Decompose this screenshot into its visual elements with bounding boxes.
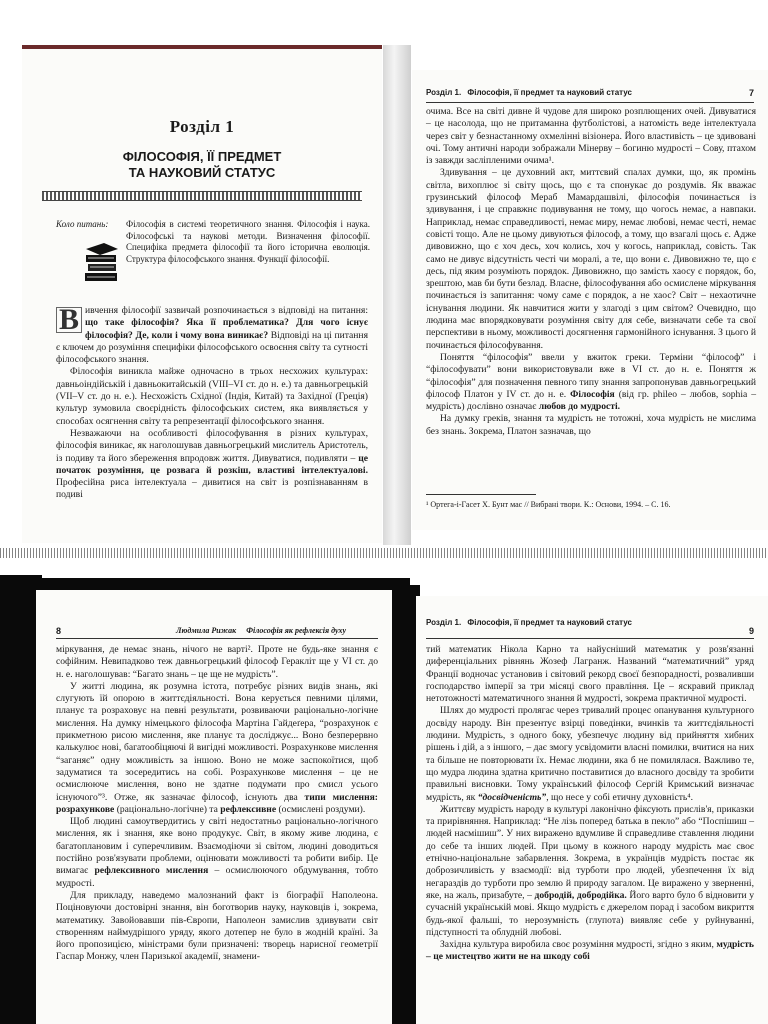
- scan-ruler: [0, 548, 768, 558]
- emphasis: типи мислення: розрахункове: [56, 791, 378, 815]
- text: У житті людина, як розумна істота, потребує різних видів знань, які слугують їй опорою в життєдіяльності. Вона керується певними цілями, планує та розраховує на певні результати, розвиваючи раціонально-логічне мислення. На думку німецького філософа Мартіна Гайдеґера, “розрахунок є прикметною рисою мислення, яке планує та досліджує... Воно безперервно калькулює нові, багатообіцяючі й вигідні можливості. Розрахункове мислення “заганяє” одну можливість за іншою. Воно не може заспокоїтися, щоб задуматися та зосередитись на собі. Розрахункове мислення – це не осмислююче мислення, воно не здатне подумати про смисл усього існуючого”³. Отже, як зазначає філософ, існують два: [56, 680, 378, 803]
- text: , що несе у собі етичну духовність⁴.: [546, 791, 694, 803]
- header-section: Розділ 1.: [426, 618, 462, 627]
- chapter-number: Розділ 1: [169, 117, 235, 136]
- page-7-body: [426, 106, 756, 438]
- chapter-title-line-1: ФІЛОСОФІЯ, ЇЇ ПРЕДМЕТ: [122, 149, 282, 164]
- footnote: ¹ Ортега-і-Гасет Х. Бунт мас // Вибрані твори. К.: Основи, 1994. – С. 16.: [426, 500, 671, 509]
- paragraph: На думку греків, знання та мудрість не тотожні, хоча мудрість не мислима без знань. Зокрема, Платон зазначав, що: [426, 413, 756, 437]
- page-chapter-opening: [22, 45, 382, 543]
- page-number: 7: [748, 88, 754, 98]
- paragraph: [426, 352, 756, 413]
- header-rule: [56, 638, 378, 639]
- running-header: [426, 88, 632, 97]
- text: Західна культура виробила своє розуміння мудрості, згідно з яким,: [440, 939, 714, 951]
- text: Відповіді на ці питання є ключем до розуміння специфіки філософського освоєння світу та сутності філософського знання.: [56, 329, 368, 366]
- paragraph: Здивування – це духовний акт, миттєвий спалах думки, що, як промінь світла, вихоплює зі світу щось, що є та спонукає до роздумів. Як вважає грузинський філософ Мераб Мамардашвілі, філософія починається із здивування, і це справжнє подивування не тому, що чогось немає, а навпаки. Наприклад, немає справедливості, немає миру, немає любові, немає честі, немає совісті тощо. Але не цьому дивуються філософ, а тому, що взагалі щось є. Адже дивовижно, що є хоч десь, хоч колись, хоч у когось, наприклад, совість. Так само не дивує відсутність честі чи моралі, а те, що вони є. Дивовижно те, що є десь, під яким розуміють порядок. Дивовижно, що замість хаосу є порядок, бо, зрештою, мав би бути безлад. Власне, філософування або осмислене міркування починається із запитання: чому саме є порядок, а не хаос? Світ – нехаотичне існування людини. Як навчитися жити у злагоді з цим світом? Очевидно, що людина має впорядковувати розуміння світу для себе, визначати себе та свої перспективи в ньому, можливості досягнення гармонійного існування. З цього й починається філософування.: [426, 167, 756, 351]
- paragraph: [56, 681, 378, 816]
- drop-cap: В: [56, 307, 82, 333]
- page-8-body: [56, 644, 378, 964]
- paragraph: [426, 804, 754, 939]
- emphasis: рефлексивне: [220, 803, 277, 815]
- chapter-title: [22, 149, 382, 181]
- text: – осмислюючого обдумування, тобто мудрості.: [56, 865, 378, 889]
- footnote-rule: [426, 494, 536, 495]
- emphasis: рефлексивного мислення: [94, 865, 209, 877]
- term: Філософія: [570, 388, 615, 400]
- books-icon: [82, 241, 122, 285]
- paragraph: [56, 305, 368, 366]
- text: Шлях до мудрості пролягає через тривалий процес опанування культурного досвіду народу. Він презентує взірці поведінки, вчинків та життєдіяльності людини. Мудрість, з одного боку, убезпечує людину від прийняття хибних рішень і дій, а з іншого, – дає змогу усвідомити власні помилки, вчитися на них та більше не повторювати їх. Немає людини, яка б не помилялася. Важливо те, що мудра людина здатна критично поставитися до власного досвіду та зробити правильні висновки. Тому український філософ Сергій Кримський визначає мудрість, як: [426, 705, 754, 803]
- paragraph: очима. Все на світі дивне й чудове для широко розплющених очей. Дивуватися – це насолода, що не притаманна футболістові, а натомість веде інтелектуала через світ у безнастанному охмелінні візіонера. Його властивість – це здивовані очі. Тому античні народи зображали Мінерву – богиню мудрості – Сову, птахом із завжди засліпленими очима¹.: [426, 106, 756, 167]
- page-number: 8: [56, 626, 62, 636]
- text: Незважаючи на особливості філософування в різних культурах, філософія виникає, як наголошував давньогрецький мислитель Аристотель, із подиву та його збереження впродовж життя. Дивуватися, подивляти –: [56, 427, 368, 464]
- topics-label: Коло питань:: [56, 219, 109, 229]
- text: (осмислені роздуми).: [278, 803, 366, 815]
- header-title: Філософія як рефлексія духу: [246, 626, 346, 635]
- paragraph: [56, 816, 378, 890]
- paragraph: тий математик Нікола Карно та найусніший математик у розв'язанні диференціальних рівнянь Жозеф Лагранж. Названий “математичний” уряд Франції водночас установив і світовий рекорд своєї безпорадності, розваливши господарство імперії за три місяці свого правління. Це – яскравий приклад нетотожності математичного знання й мудрості, зокрема практичної мудрості.: [426, 644, 754, 705]
- emphasis: це початок розуміння, це розвага й розкіш, властиві інтелектуалові.: [56, 452, 368, 476]
- header-title: Філософія, її предмет та науковий статус: [467, 88, 632, 97]
- running-header: [176, 626, 346, 635]
- text: (від гр. phileo – любов, sophia – мудрість) дослівно означає: [426, 388, 757, 413]
- topics-list: Філософія в системі теоретичного знання. Філософія і наука. Філософські та наукові методи. Визначення філософії. Специфіка предмета філософії та його історична еволюція. Структура філософського знання. Функції філософії.: [126, 219, 370, 264]
- text: ивчення філософії зазвичай розпочинається з відповіді на питання:: [85, 305, 368, 316]
- definition: любов до мудрості.: [538, 401, 621, 413]
- page-1-body: [56, 305, 368, 502]
- text: Його варто було б відновити у сучасній українській мові. Якщо мудрість є джерелом порад і засобом викриття будь-якої фальші, то нерозумність (глупота) виявляє себе у руйнуванні, підступності та облудній любові.: [426, 889, 754, 938]
- text: Професійна риса інтелектуала – дивитися на світ із розпізнаванням в подиві: [56, 477, 368, 501]
- page-9-body: [426, 644, 754, 964]
- header-section: Розділ 1.: [426, 88, 462, 97]
- page-8: [36, 590, 392, 1024]
- book-gutter: [383, 45, 411, 545]
- emphasis: “досвідченість”: [477, 791, 547, 803]
- paragraph: [426, 939, 754, 964]
- paragraph: міркування, де немає знань, нічого не варті². Проте не будь-яке знання є софійним. Невипадково теж давньогрецький філософ Геракліт ще у VI ст. до н. е. наголошував: “Багато знань – це ще не мудрість”.: [56, 644, 378, 680]
- ornament-divider: [42, 191, 362, 201]
- page-9: [416, 596, 768, 1024]
- header-rule: [426, 102, 754, 103]
- text: Життєву мудрість народу в культурі лаконічно фіксують прислів'я, приказки та прирівняння. Наприклад: “Не лізь поперед батька в пекло” або “Поспішиш – людей насмішиш”. У них виражено вдумливе й справедливе ставлення людини до себе та інших людей. При цьому в кожного народу мудрість має своє етнічно-національне забарвлення. Зокрема, в українців мудрість постає як доброзичливість у взаємодії: від турботи про людей, убезпечення їх від негараздів до турботи про землю й природу загалом. Це виражено у зверненні, яке, на жаль, призабуте, –: [426, 803, 754, 901]
- paragraph: Для прикладу, наведемо малознаний факт із біографії Наполеона. Поціновуючи достовірні знання, він боготворив науку, науковців і, зокрема, математику. Завойовавши пів-Європи, Наполеон замислив здивувати світ створенням наймудрішого уряду, якого дотепер не було в жодній країні. За його пропозицією, міністрами були призначені: творець нарисної геометрії Гаспар Монжу, член Паризької академії, знамени-: [56, 889, 378, 963]
- header-title: Філософія, її предмет та науковий статус: [467, 618, 632, 627]
- text: Поняття “філософія” ввели у вжиток греки. Терміни “філософ” і “філософувати” вони використовували вже в VI ст. до н. е. Поняття ж “філософія” для позначення певного типу знання запропонував давньогрецький філософ Платон у IV ст. до н. е.: [426, 351, 756, 400]
- page-number: 9: [748, 626, 754, 636]
- paragraph: [56, 428, 368, 502]
- page-7: [412, 70, 768, 530]
- paragraph: [426, 705, 754, 803]
- key-questions: що таке філософія? Яка її проблематика? Для чого існує філософія? Де, коли і чому вона виникає?: [85, 317, 368, 341]
- header-rule: [426, 638, 754, 639]
- chapter-title-line-2: ТА НАУКОВИЙ СТАТУС: [128, 165, 276, 180]
- paragraph: Філософія виникла майже одночасно в трьох несхожих культурах: давньоіндійській і давньокитайській (VIII–VI ст. до н. е.) та давньогрецькій (VII–V ст. до н. е.). Несхожість Східної (Індія, Китай) та Західної (Греція) культур зумовила своєрідність філософських систем, яка виявляється у способах осягнення світу та репрезентації філософського знання.: [56, 366, 368, 427]
- emphasis: добродій, добродійка.: [534, 889, 627, 901]
- running-header: [426, 618, 632, 627]
- emphasis: мудрість – це мистецтво жити не на шкоду собі: [426, 939, 754, 963]
- header-author: Людмила Рижак: [176, 626, 237, 635]
- text: (раціонально-логічне) та: [116, 803, 218, 815]
- text: Щоб людині самоутвердитись у світі недостатньо раціонально-логічного мислення, як і знання, яке воно продукує. Світ, в якому живе людина, є багатоплановим і суперечливим. Взаємодіючи зі світом, людині доводиться постійно розв'язувати проблеми, оцінювати можливості та робити вибір. Це вимагає: [56, 816, 378, 877]
